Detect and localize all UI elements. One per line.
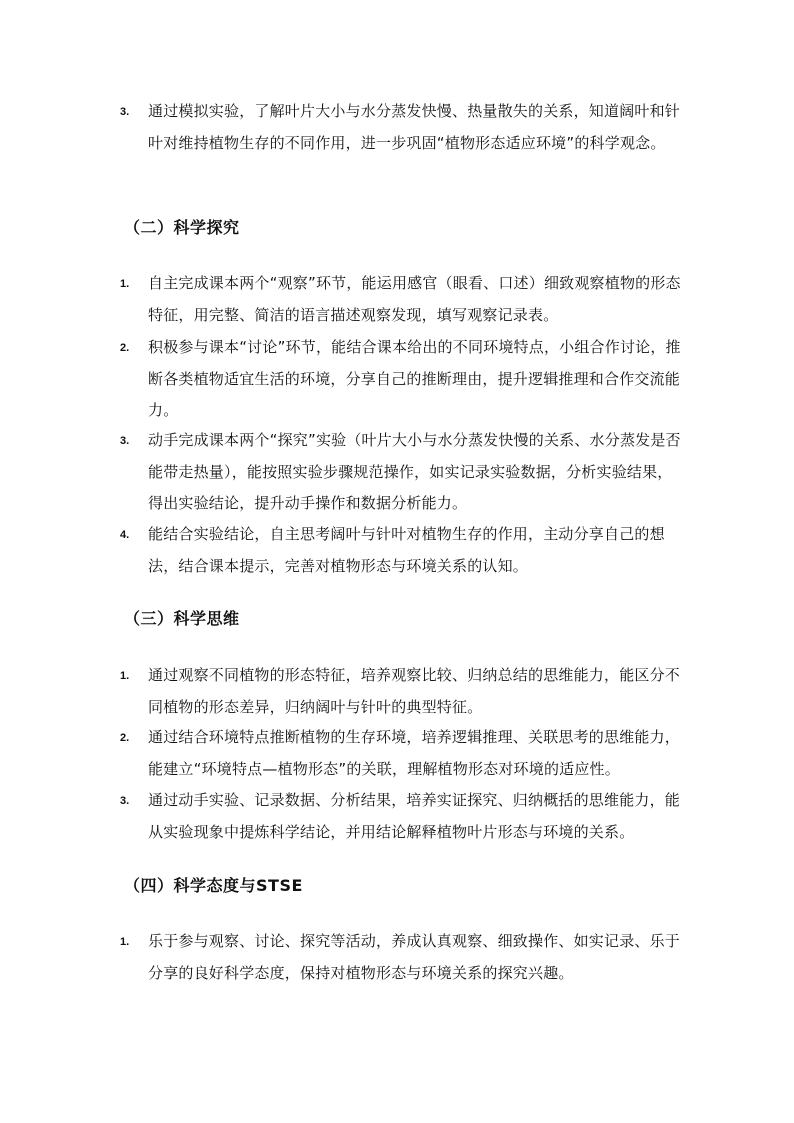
item-number: 1. (120, 936, 130, 948)
item-text: 能结合实验结论，自主思考阔叶与针叶对植物生存的作用，主动分享自己的想法，结合课本提示，完善对植物形态与环境关系的认知。 (148, 525, 665, 575)
item-text: 动手完成课本两个“探究”实验（叶片大小与水分蒸发快慢的关系、水分蒸发是否能带走热量），能按照实验步骤规范操作，如实记录实验数据，分析实验结果，得出实验结论，提升动手操作和数据分析能力。 (148, 431, 681, 512)
section-heading-science-inquiry: （二）科学探究 (124, 218, 240, 237)
item-number: 1. (120, 670, 130, 682)
item-number: 4. (120, 529, 130, 541)
item-number: 3. (120, 435, 130, 447)
item-text: 积极参与课本“讨论”环节，能结合课本给出的不同环境特点，小组合作讨论，推断各类植物适宜生活的环境，分享自己的推断理由，提升逻辑推理和合作交流能力。 (148, 338, 681, 419)
section-heading-science-thinking: （三）科学思维 (124, 609, 240, 628)
item-text: 自主完成课本两个“观察”环节，能运用感官（眼看、口述）细致观察植物的形态特征，用完整、简洁的语言描述观察发现，填写观察记录表。 (148, 274, 681, 324)
item-text: 通过观察不同植物的形态特征，培养观察比较、归纳总结的思维能力，能区分不同植物的形态差异，归纳阔叶与针叶的典型特征。 (148, 666, 681, 716)
section-heading-science-attitude: （四）科学态度与STSE (124, 876, 303, 895)
item-text: 通过动手实验、记录数据、分析结果，培养实证探究、归纳概括的思维能力，能从实验现象中提炼科学结论，并用结论解释植物叶片形态与环境的关系。 (148, 791, 681, 841)
item-number: 3. (120, 795, 130, 807)
item-text: 通过结合环境特点推断植物的生存环境，培养逻辑推理、关联思考的思维能力，能建立“环境特点—植物形态”的关联，理解植物形态对环境的适应性。 (148, 728, 681, 778)
item-number: 1. (120, 278, 130, 290)
item-text: 乐于参与观察、讨论、探究等活动，养成认真观察、细致操作、如实记录、乐于分享的良好科学态度，保持对植物形态与环境关系的探究兴趣。 (148, 932, 681, 982)
item-text: 通过模拟实验，了解叶片大小与水分蒸发快慢、热量散失的关系，知道阔叶和针叶对维持植物生存的不同作用，进一步巩固“植物形态适应环境”的科学观念。 (148, 102, 681, 152)
item-number: 2. (120, 342, 130, 354)
item-number: 3. (120, 106, 130, 118)
item-number: 2. (120, 732, 130, 744)
